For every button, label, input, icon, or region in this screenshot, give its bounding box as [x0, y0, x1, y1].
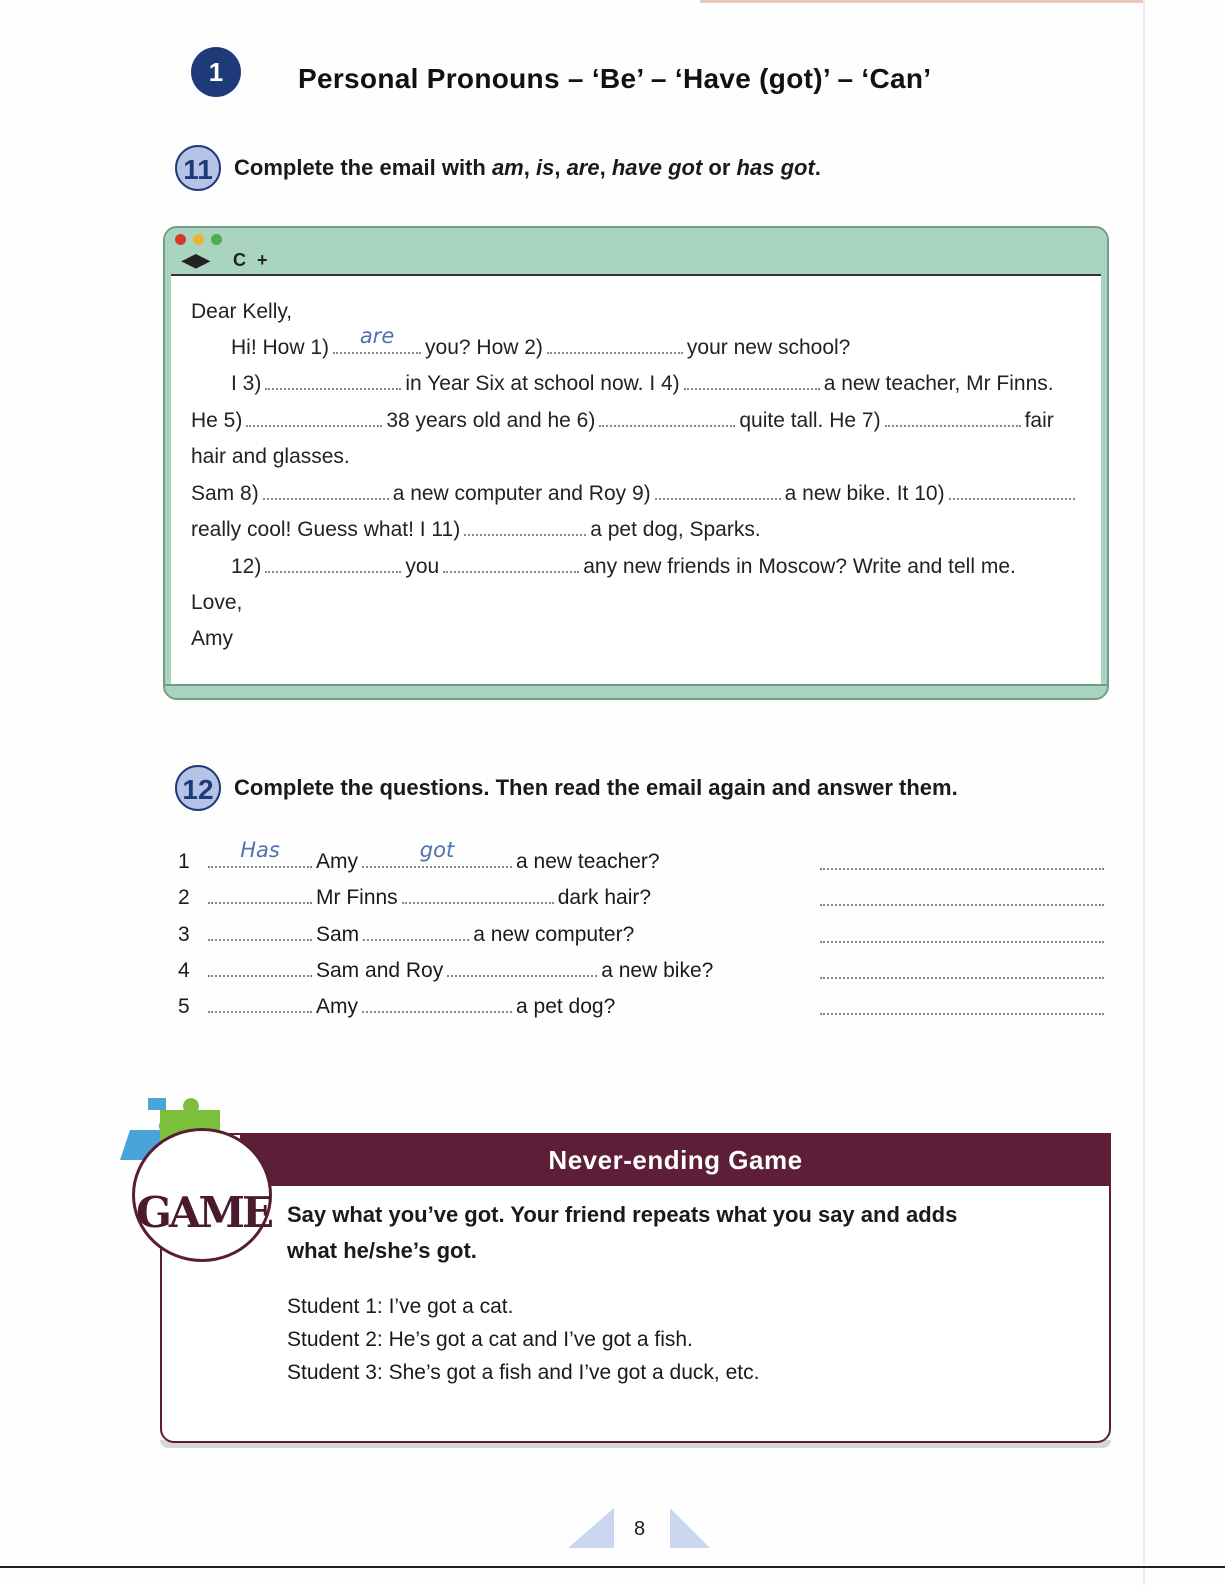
blank-5[interactable]: [246, 411, 382, 427]
question-5: Amy a pet dog?: [208, 995, 615, 1019]
email-greeting: Dear Kelly,: [191, 300, 293, 323]
game-instruction-line-2: what he/she’s got.: [287, 1238, 477, 1263]
new-tab-icon[interactable]: +: [257, 250, 268, 270]
blank-12a[interactable]: [265, 557, 401, 573]
question-2: Mr Finns dark hair?: [208, 886, 651, 910]
q1-blank-1[interactable]: Has: [208, 852, 312, 868]
email-line-3: He 5) 38 years old and he 6) quite tall. He 7) fair: [191, 409, 1054, 432]
answer-line-5[interactable]: [820, 1011, 1104, 1015]
q2-blank-2[interactable]: [402, 888, 554, 904]
maximize-dot-icon[interactable]: [211, 234, 222, 245]
reload-icon[interactable]: C: [233, 250, 246, 270]
minimize-dot-icon[interactable]: [193, 234, 204, 245]
blank-12b[interactable]: [443, 557, 579, 573]
q1-blank-2[interactable]: got: [362, 852, 512, 868]
email-right-border: [1101, 274, 1107, 686]
email-line-4: hair and glasses.: [191, 445, 350, 468]
email-closing: Love,: [191, 591, 243, 614]
blank-4[interactable]: [684, 374, 820, 390]
q5-blank-1[interactable]: [208, 997, 312, 1013]
game-example-1: Student 1: I’ve got a cat.: [287, 1295, 514, 1318]
email-line-6: really cool! Guess what! I 11) a pet dog, Sparks.: [191, 518, 761, 541]
page-edge: [1143, 0, 1145, 1585]
email-left-border: [165, 274, 171, 686]
blank-2[interactable]: [547, 338, 683, 354]
question-1-number: 1: [178, 850, 190, 873]
exercise-12-instruction: Complete the questions. Then read the email again and answer them.: [234, 775, 958, 800]
q2-blank-1[interactable]: [208, 888, 312, 904]
email-line-5: Sam 8) a new computer and Roy 9) a new bike. It 10): [191, 482, 1079, 506]
q3-blank-2[interactable]: [363, 925, 469, 941]
exercise-11-badge: 11: [175, 145, 221, 191]
page-right-decoration: [670, 1508, 710, 1548]
answer-line-3[interactable]: [820, 939, 1104, 943]
answer-line-4[interactable]: [820, 975, 1104, 979]
page-number: 8: [634, 1518, 646, 1540]
exercise-12-badge: 12: [175, 765, 221, 811]
question-4: Sam and Roy a new bike?: [208, 959, 713, 983]
blank-8[interactable]: [263, 484, 389, 500]
blank-9[interactable]: [655, 484, 781, 500]
q5-blank-2[interactable]: [362, 997, 512, 1013]
blank-11[interactable]: [464, 520, 586, 536]
bottom-edge-line: [0, 1566, 1225, 1568]
game-instruction-line-1: Say what you’ve got. Your friend repeats what you say and adds: [287, 1202, 958, 1227]
question-4-number: 4: [178, 959, 190, 982]
email-line-7: 12) you any new friends in Moscow? Write and tell me.: [231, 555, 1016, 578]
q3-blank-1[interactable]: [208, 925, 312, 941]
game-logo-text: GAME: [136, 1188, 271, 1237]
q4-blank-2[interactable]: [447, 961, 597, 977]
answer-line-2[interactable]: [820, 902, 1104, 906]
blank-7[interactable]: [885, 411, 1021, 427]
blank-6[interactable]: [599, 411, 735, 427]
unit-number-badge: 1: [191, 47, 241, 97]
back-forward-icon[interactable]: ◀▶: [182, 250, 210, 270]
top-edge-line: [700, 0, 1145, 3]
email-signature: Amy: [191, 627, 233, 650]
exercise-11-instruction: Complete the email with am, is, are, have got or has got.: [234, 155, 821, 180]
question-1: Has Amy got a new teacher?: [208, 850, 660, 874]
email-footer-bar: [165, 684, 1107, 698]
email-toolbar: [165, 228, 1107, 276]
page-left-decoration: [568, 1508, 614, 1548]
blank-3[interactable]: [265, 374, 401, 390]
close-dot-icon[interactable]: [175, 234, 186, 245]
question-5-number: 5: [178, 995, 190, 1018]
game-example-2: Student 2: He’s got a cat and I’ve got a fish.: [287, 1328, 693, 1351]
question-3: Sam a new computer?: [208, 923, 634, 947]
q4-blank-1[interactable]: [208, 961, 312, 977]
game-example-3: Student 3: She’s got a fish and I’ve got a duck, etc.: [287, 1361, 760, 1384]
blank-1[interactable]: are: [333, 338, 421, 354]
unit-title: Personal Pronouns – ‘Be’ – ‘Have (got)’ – ‘Can’: [298, 63, 932, 94]
email-line-2: I 3) in Year Six at school now. I 4) a new teacher, Mr Finns.: [231, 372, 1054, 395]
answer-line-1[interactable]: [820, 866, 1104, 870]
email-line-1: Hi! How 1) are you? How 2) your new school?: [231, 324, 851, 359]
question-3-number: 3: [178, 923, 190, 946]
blank-10[interactable]: [949, 484, 1075, 500]
game-title: Never-ending Game: [548, 1145, 803, 1175]
question-2-number: 2: [178, 886, 190, 909]
